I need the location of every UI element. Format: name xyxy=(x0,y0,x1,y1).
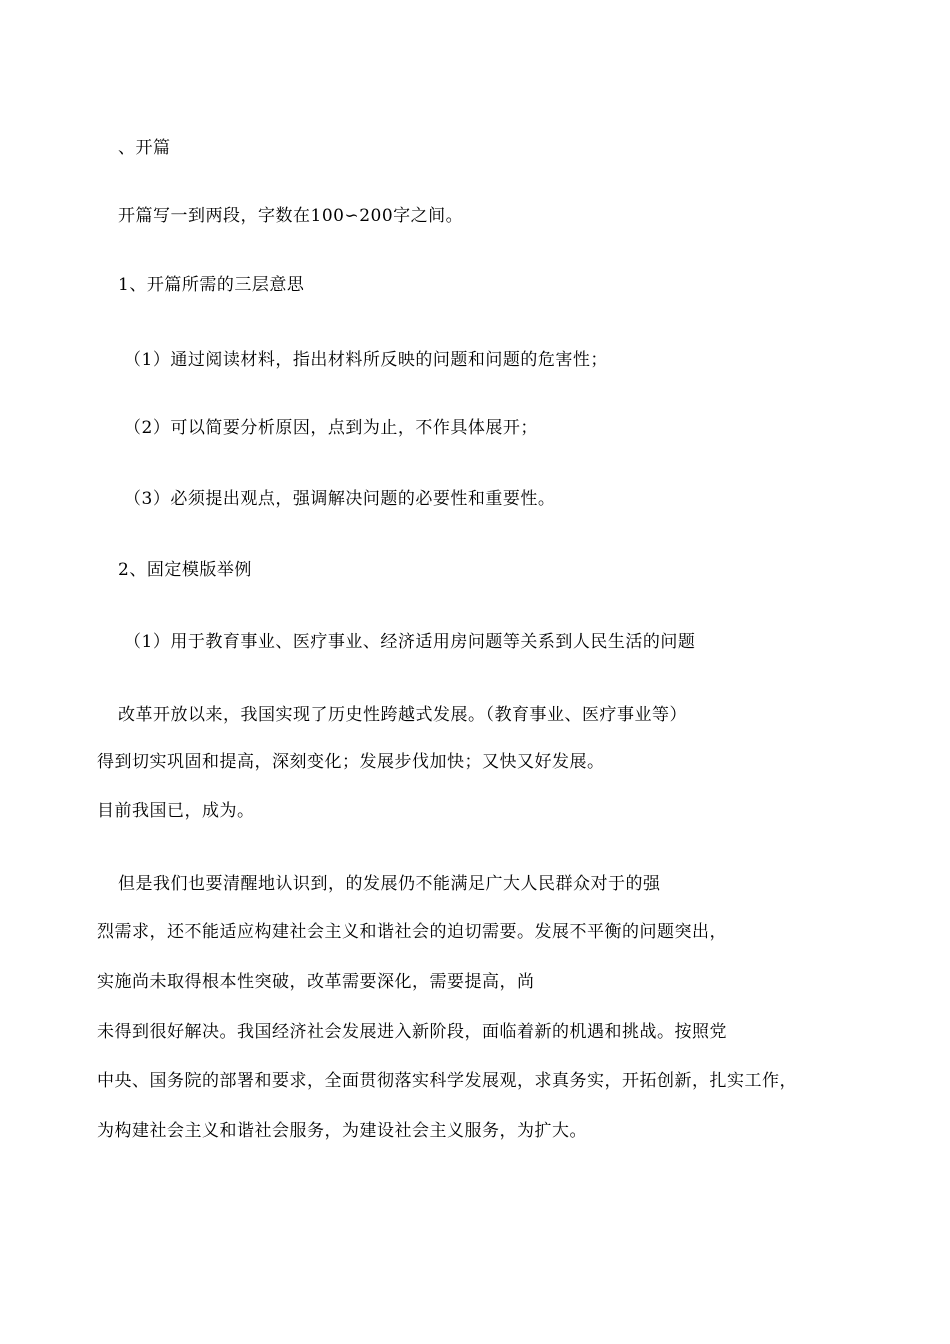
paragraph2-line-4: 未得到很好解决。我国经济社会发展进入新阶段，面临着新的机遇和挑战。按照党 xyxy=(97,1022,727,1042)
paragraph1-line-3: 目前我国已，成为。 xyxy=(97,801,255,821)
paragraph2-line-1: 但是我们也要清醒地认识到，的发展仍不能满足广大人民群众对于的强 xyxy=(118,874,661,894)
paragraph2-line-2: 烈需求，还不能适应构建社会主义和谐社会的迫切需要。发展不平衡的问题突出， xyxy=(97,922,727,942)
section-heading: 、开篇 xyxy=(118,138,171,158)
section1-item-2: （2）可以简要分析原因，点到为止，不作具体展开； xyxy=(124,418,538,438)
section1-item-3: （3）必须提出观点，强调解决问题的必要性和重要性。 xyxy=(124,489,556,509)
paragraph2-line-3: 实施尚未取得根本性突破，改革需要深化，需要提高，尚 xyxy=(97,972,535,992)
section1-title: 1、开篇所需的三层意思 xyxy=(118,275,305,295)
section1-item-1: （1）通过阅读材料，指出材料所反映的问题和问题的危害性； xyxy=(124,350,608,370)
paragraph2-line-5: 中央、国务院的部署和要求，全面贯彻落实科学发展观，求真务实，开拓创新，扎实工作， xyxy=(97,1071,797,1091)
paragraph1-line-2: 得到切实巩固和提高，深刻变化；发展步伐加快；又快又好发展。 xyxy=(97,752,605,772)
paragraph1-line-1: 改革开放以来，我国实现了历史性跨越式发展。（教育事业、医疗事业等） xyxy=(118,705,687,725)
paragraph2-line-6: 为构建社会主义和谐社会服务，为建设社会主义服务，为扩大。 xyxy=(97,1121,587,1141)
intro-text: 开篇写一到两段，字数在100∽200字之间。 xyxy=(118,206,464,226)
section2-title: 2、固定模版举例 xyxy=(118,560,252,580)
section2-item-1: （1）用于教育事业、医疗事业、经济适用房问题等关系到人民生活的问题 xyxy=(124,632,696,652)
